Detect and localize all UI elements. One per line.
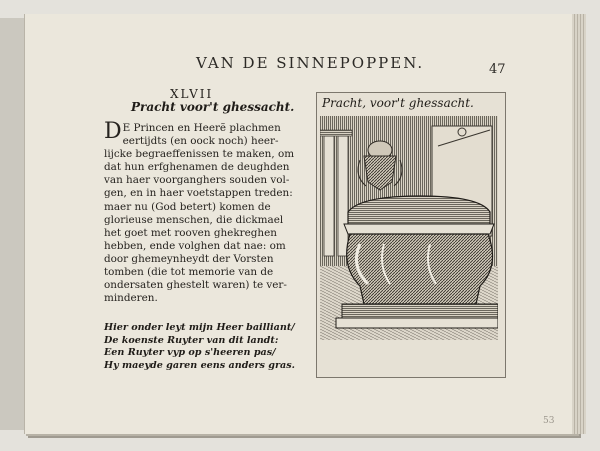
body-line: hebben, ende volghen dat nae: om	[104, 239, 286, 252]
body-line: glorieuse menschen, die dickmael	[104, 213, 284, 226]
verse-line: Hy maeyde garen eens anders gras.	[104, 359, 296, 371]
body-line: het goet met rooven ghekreghen	[104, 226, 277, 239]
library-number: 53	[543, 416, 555, 426]
body-line: door ghemeynheydt der Vorsten	[104, 252, 274, 265]
body-line: van haer voorganghers souden vol-	[104, 174, 290, 187]
emblem-verse	[104, 322, 294, 372]
verse-line: Een Ruyter vyp op s'heeren pas/	[104, 347, 276, 359]
page-edges	[572, 14, 586, 434]
illustration-caption: Pracht, voor't ghessacht.	[322, 96, 474, 110]
emblem-number: XLVII	[170, 87, 214, 101]
body-line: ondersaten ghestelt waren) te ver-	[104, 279, 287, 292]
body-line: tomben (die tot memorie van de	[104, 266, 274, 279]
verse-line: De koenste Ruyter van dit landt:	[104, 334, 279, 346]
body-line: maer nu (God betert) komen de	[104, 200, 271, 213]
page-number: 47	[489, 62, 506, 77]
drop-cap: D	[104, 119, 122, 144]
verse-line: Hier onder leyt mijn Heer bailliant/	[104, 322, 295, 333]
emblem-title: Pracht voor't ghessacht.	[131, 100, 295, 114]
body-line: minderen.	[104, 292, 158, 305]
emblem-body-text	[104, 119, 295, 305]
body-line: E Princen en Heerẽ plachmen	[122, 122, 281, 134]
tomb-engraving	[320, 116, 498, 340]
body-line: eertijdts (en oock noch) heer-	[122, 135, 279, 148]
running-header: VAN DE SINNEPOPPEN.	[196, 54, 425, 72]
body-line: gen, en in haer voetstappen treden:	[104, 187, 293, 200]
body-line: lijcke begraeffenissen te maken, om	[104, 148, 295, 161]
body-line: dat hun erfghenamen de deughden	[104, 161, 290, 174]
